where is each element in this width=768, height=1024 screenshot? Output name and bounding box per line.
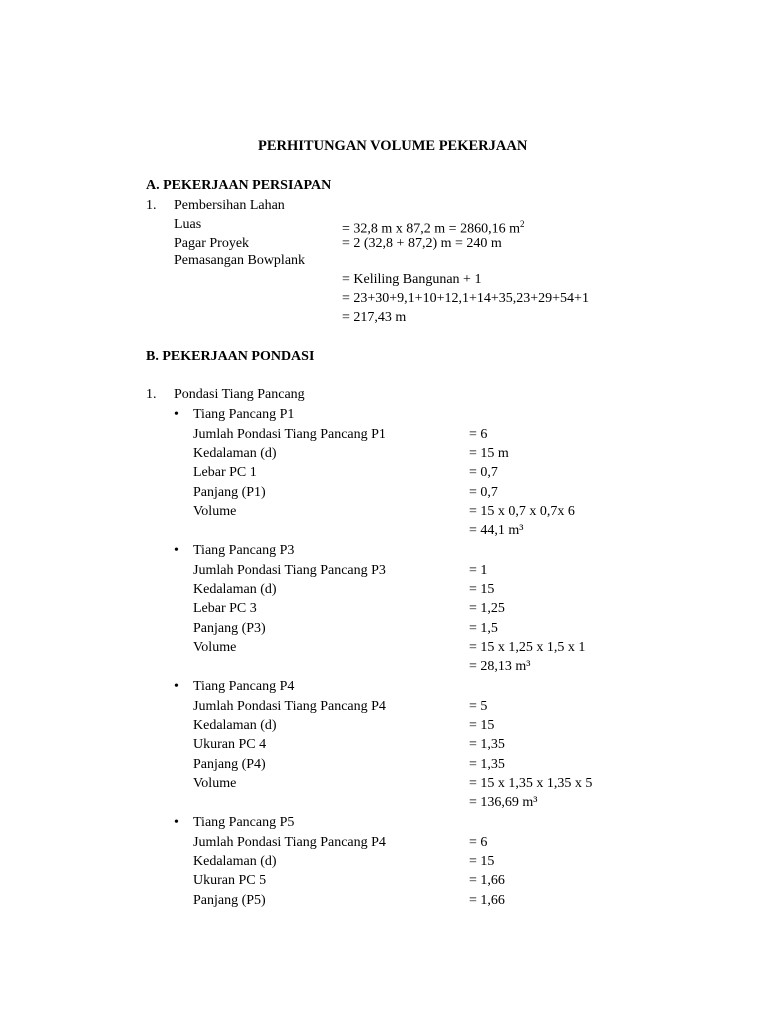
- row-label: Kedalaman (d): [193, 446, 277, 461]
- row-value: = 1,66: [469, 893, 505, 908]
- pile-p1-title: Tiang Pancang P1: [193, 407, 295, 422]
- pile-p5-title: Tiang Pancang P5: [193, 815, 295, 830]
- row-value: = 1,25: [469, 601, 505, 616]
- pagar-label: Pagar Proyek: [174, 236, 250, 251]
- row-label: Volume: [193, 776, 237, 791]
- pile-p3-title: Tiang Pancang P3: [193, 543, 295, 558]
- row-label: Volume: [193, 504, 237, 519]
- row-value: = 1,5: [469, 621, 498, 636]
- section-b-item-number: 1.: [146, 387, 157, 402]
- luas-label: Luas: [174, 217, 202, 232]
- row-label: Ukuran PC 5: [193, 873, 267, 888]
- section-b-heading: B. PEKERJAAN PONDASI: [146, 349, 315, 364]
- row-value: = 1: [469, 563, 488, 578]
- row-value: = 1,66: [469, 873, 505, 888]
- row-label: Panjang (P5): [193, 893, 266, 908]
- row-value: = 15 m: [469, 446, 509, 461]
- row-value: = 1,35: [469, 737, 505, 752]
- row-value: = 15 x 0,7 x 0,7x 6: [469, 504, 575, 519]
- bullet-icon: •: [174, 679, 179, 694]
- page-title: PERHITUNGAN VOLUME PEKERJAAN: [258, 138, 528, 154]
- row-value: = 28,13 m³: [469, 659, 531, 674]
- row-label: Jumlah Pondasi Tiang Pancang P3: [193, 563, 386, 578]
- row-label: Panjang (P4): [193, 757, 266, 772]
- row-label: Panjang (P1): [193, 485, 266, 500]
- row-value: = 15: [469, 854, 495, 869]
- row-value: = 15: [469, 582, 495, 597]
- row-label: Jumlah Pondasi Tiang Pancang P1: [193, 427, 386, 442]
- row-label: Lebar PC 3: [193, 601, 257, 616]
- row-label: Jumlah Pondasi Tiang Pancang P4: [193, 699, 386, 714]
- row-value: = 15: [469, 718, 495, 733]
- bowplank-value-1: = Keliling Bangunan + 1: [342, 272, 482, 287]
- bowplank-label: Pemasangan Bowplank: [174, 253, 306, 268]
- bullet-icon: •: [174, 407, 179, 422]
- bowplank-value-3: = 217,43 m: [342, 310, 407, 325]
- row-value: = 0,7: [469, 465, 498, 480]
- luas-value: = 32,8 m x 87,2 m = 2860,16 $m^2$: [342, 219, 525, 237]
- row-label: Kedalaman (d): [193, 718, 277, 733]
- section-a-heading: A. PEKERJAAN PERSIAPAN: [146, 178, 332, 193]
- row-value: = 15 x 1,25 x 1,5 x 1: [469, 640, 586, 655]
- row-label: Ukuran PC 4: [193, 737, 267, 752]
- pagar-value: = 2 (32,8 + 87,2) m = 240 m: [342, 236, 502, 251]
- row-value: = 44,1 m³: [469, 523, 524, 538]
- row-value: = 15 x 1,35 x 1,35 x 5: [469, 776, 593, 791]
- row-label: Kedalaman (d): [193, 854, 277, 869]
- pile-p4-title: Tiang Pancang P4: [193, 679, 295, 694]
- row-label: Panjang (P3): [193, 621, 266, 636]
- row-label: Kedalaman (d): [193, 582, 277, 597]
- section-a-item-title: Pembersihan Lahan: [174, 198, 285, 213]
- row-label: Lebar PC 1: [193, 465, 257, 480]
- row-value: = 136,69 m³: [469, 795, 538, 810]
- luas-superscript: 2: [519, 219, 525, 229]
- row-label: Volume: [193, 640, 237, 655]
- bullet-icon: •: [174, 543, 179, 558]
- row-label: Jumlah Pondasi Tiang Pancang P4: [193, 835, 386, 850]
- bullet-icon: •: [174, 815, 179, 830]
- row-value: = 6: [469, 427, 488, 442]
- section-a-item-number: 1.: [146, 198, 157, 213]
- row-value: = 6: [469, 835, 488, 850]
- row-value: = 0,7: [469, 485, 498, 500]
- row-value: = 5: [469, 699, 488, 714]
- section-b-item-title: Pondasi Tiang Pancang: [174, 387, 305, 402]
- row-value: = 1,35: [469, 757, 505, 772]
- bowplank-value-2: = 23+30+9,1+10+12,1+14+35,23+29+54+1: [342, 291, 589, 306]
